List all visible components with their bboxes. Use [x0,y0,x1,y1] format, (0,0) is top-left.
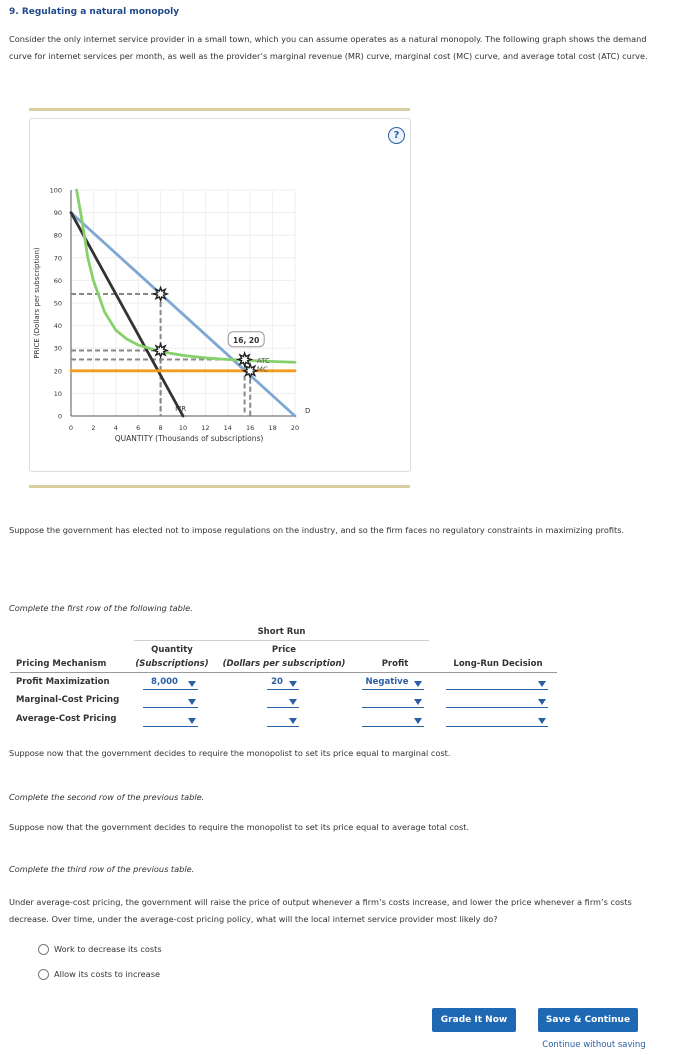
point-callout-label: 16, 20 [233,335,260,345]
chart-labels [175,332,310,415]
col-quantity-unit: (Subscriptions) [135,659,209,669]
table-header-rule [10,672,557,673]
longrun-dropdown-profit-max[interactable] [446,677,548,690]
mr-curve [71,213,183,416]
x-tick-label: 0 [68,424,74,432]
profit-value: Negative [365,677,409,687]
graph-bottom-divider [29,485,410,488]
y-tick-label: 60 [53,276,62,285]
y-tick-label: 90 [53,209,62,218]
col-mechanism-header: Pricing Mechanism [16,659,107,669]
short-run-header: Short Run [257,627,306,637]
dropdown-arrow-icon [414,681,422,687]
x-tick-label: 14 [223,424,232,432]
scenario-no-regulation: Suppose the government has elected not to impose regulations on the industry, and so the firm faces no regulatory constraints in maximizing profits. [9,525,625,535]
longrun-dropdown-mc-pricing[interactable] [446,695,548,708]
table-instruction-1: Complete the first row of the following table. [9,603,193,613]
profit-dropdown-ac-pricing[interactable] [362,714,424,727]
table-instruction-2: Complete the second row of the previous table. [9,792,205,802]
row-label-mc-pricing: Marginal-Cost Pricing [16,695,120,705]
price-dropdown-profit-max[interactable] [267,677,299,690]
profit-dropdown-mc-pricing[interactable] [362,695,424,708]
dropdown-arrow-icon [538,681,546,687]
y-tick-label: 40 [53,322,62,331]
dropdown-arrow-icon [538,699,546,705]
save-continue-button[interactable]: Save & Continue [538,1008,638,1032]
quantity-value: 8,000 [151,677,178,687]
quantity-dropdown-mc-pricing[interactable] [143,695,198,708]
row-label-ac-pricing: Average-Cost Pricing [16,714,117,724]
x-tick-label: 16 [246,424,255,432]
point-marker [154,344,167,357]
x-tick-label: 18 [268,424,277,432]
mr-label: MR [175,405,187,413]
y-tick-label: 70 [53,254,62,263]
dropdown-arrow-icon [289,699,297,705]
grade-button[interactable]: Grade It Now [432,1008,516,1032]
x-tick-label: 8 [158,424,163,432]
final-question: Under average-cost pricing, the government will raise the price of output whenever a firm’s costs increase, and lower the price whenever a firm’s costs decrease. Over time, under the average-cost pricing policy, what will the local internet service provider most likely do? [9,897,632,924]
longrun-dropdown-ac-pricing[interactable] [446,714,548,727]
y-tick-label: 50 [53,299,62,308]
col-longrun-header: Long-Run Decision [453,659,543,669]
profit-dropdown-profit-max[interactable] [362,677,424,690]
continue-without-saving-link[interactable]: Continue without saving [542,1040,646,1050]
question-intro: Consider the only internet service provider in a small town, which you can assume operates as a natural monopoly. The following graph shows the demand curve for internet services per month, as well as the provider’s marginal revenue (MR) curve, marginal cost (MC) curve, and average total cost (ATC) curve. [9,34,648,61]
demand-label: D [305,407,311,415]
table-instruction-3: Complete the third row of the previous table. [9,864,195,874]
x-tick-label: 6 [136,424,141,432]
dropdown-arrow-icon [188,699,196,705]
col-price-header: Price [271,645,297,655]
short-run-rule [134,640,429,641]
mc-label: MC [256,365,268,374]
col-quantity-header: Quantity [151,645,193,655]
question-title: 9. Regulating a natural monopoly [9,7,180,17]
col-profit-header: Profit [381,659,409,669]
y-tick-label: 100 [49,186,62,195]
point-marker [238,353,251,366]
quantity-dropdown-profit-max[interactable] [143,677,198,690]
y-tick-label: 20 [53,367,62,376]
y-axis-title: PRICE (Dollars per subscription) [33,247,41,359]
x-axis-title: QUANTITY (Thousands of subscriptions) [114,434,264,443]
y-tick-label: 30 [53,344,62,353]
x-tick-label: 2 [91,424,96,432]
option-label: Allow its costs to increase [54,969,160,979]
quantity-dropdown-ac-pricing[interactable] [143,714,198,727]
col-price-unit: (Dollars per subscription) [222,659,346,669]
scenario-mc-pricing: Suppose now that the government decides to require the monopolist to set its price equal to marginal cost. [9,748,451,758]
help-icon[interactable]: ? [388,127,405,144]
dropdown-arrow-icon [289,718,297,724]
dropdown-arrow-icon [188,681,196,687]
scenario-ac-pricing: Suppose now that the government decides to require the monopolist to set its price equal to average total cost. [9,822,470,832]
x-tick-label: 4 [113,424,118,432]
dropdown-arrow-icon [188,718,196,724]
y-tick-label: 10 [53,389,62,398]
option-label: Work to decrease its costs [54,944,162,954]
y-tick-label: 0 [57,412,62,421]
dropdown-arrow-icon [414,699,422,705]
chart-axes [33,187,299,444]
radio-button[interactable] [38,969,49,980]
radio-button[interactable] [38,944,49,955]
chart-grid [71,190,295,416]
x-tick-label: 10 [178,424,188,432]
x-tick-label: 12 [201,424,210,432]
row-label-profit-max: Profit Maximization [16,677,110,687]
point-marker [244,364,257,377]
x-tick-label: 20 [290,424,300,432]
dropdown-arrow-icon [414,718,422,724]
price-value: 20 [271,677,283,687]
price-dropdown-ac-pricing[interactable] [267,714,299,727]
y-tick-label: 80 [53,231,62,240]
graph-top-divider [29,108,410,111]
point-marker [154,288,167,301]
dropdown-arrow-icon [289,681,297,687]
price-dropdown-mc-pricing[interactable] [267,695,299,708]
dropdown-arrow-icon [538,718,546,724]
atc-label: ATC [256,357,270,365]
monopoly-graph[interactable] [29,118,409,470]
